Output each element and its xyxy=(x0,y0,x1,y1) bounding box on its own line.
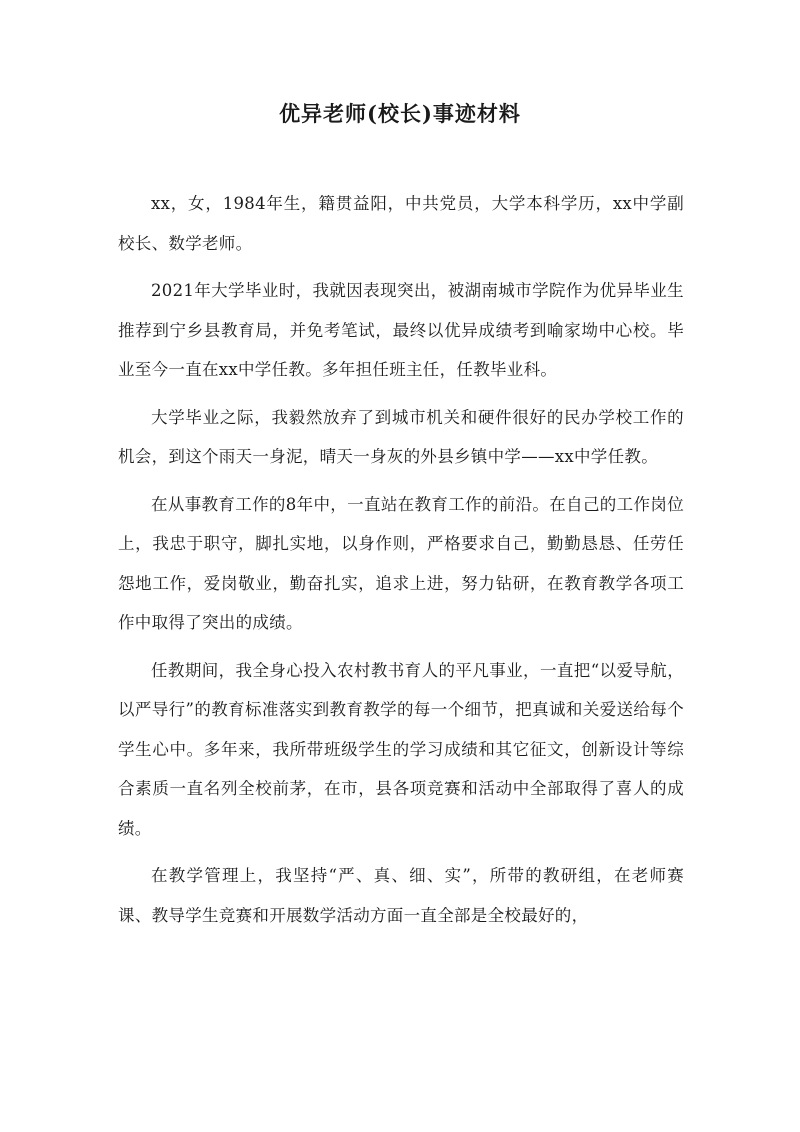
paragraph-intro: xx，女，1984年生，籍贯益阳，中共党员，大学本科学历，xx中学副校长、数学老师。 xyxy=(118,194,684,253)
paragraph-graduation: 2021年大学毕业时，我就因表现突出，被湖南城市学院作为优异毕业生推荐到宁乡县教育局，并免考笔试，最终以优异成绩考到喻家坳中心校。毕业至今一直在xx中学任教。多年担任班主任，任教毕业科。 xyxy=(118,281,684,379)
document-title: 优异老师(校长)事迹材料 xyxy=(279,101,521,126)
paragraph-management: 在教学管理上，我坚持“严、真、细、实”，所带的教研组，在老师赛课、教导学生竞赛和开展数学活动方面一直全部是全校最好的， xyxy=(118,866,684,925)
document-body xyxy=(118,184,684,943)
paragraph-teaching: 任教期间，我全身心投入农村教书育人的平凡事业，一直把“以爱导航，以严导行”的教育标准落实到教育教学的每一个细节，把真诚和关爱送给每个学生心中。多年来，我所带班级学生的学习成绩和其它征文，创新设计等综合素质一直名列全校前茅，在市，县各项竞赛和活动中全部取得了喜人的成绩。 xyxy=(118,660,684,838)
paragraph-dedication: 在从事教育工作的8年中，一直站在教育工作的前沿。在自己的工作岗位上，我忠于职守，脚扎实地，以身作则，严格要求自己，勤勤恳恳、任劳任怨地工作，爱岗敬业，勤奋扎实，追求上进，努力钻研，在教育教学各项工作中取得了突出的成绩。 xyxy=(118,494,684,632)
paragraph-choice: 大学毕业之际，我毅然放弃了到城市机关和硬件很好的民办学校工作的机会，到这个雨天一身泥，晴天一身灰的外县乡镇中学——xx中学任教。 xyxy=(118,407,684,466)
